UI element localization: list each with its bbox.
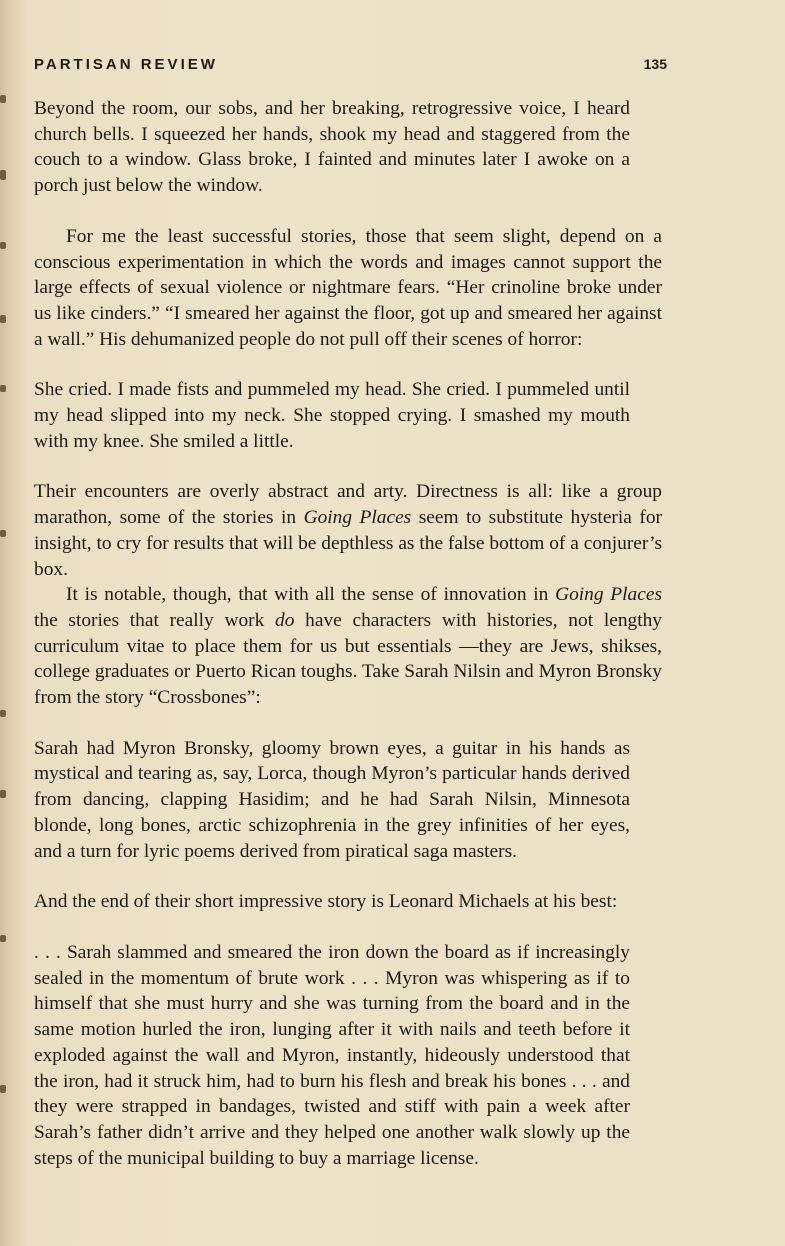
body-paragraph: And the end of their short impressive story is Leonard Michaels at his best:: [34, 891, 618, 913]
margin-mark: [0, 1085, 6, 1093]
body-paragraph: [34, 582, 662, 711]
text-run: the stories that really work: [34, 609, 276, 631]
page-body: [34, 96, 662, 1171]
block-quote: Sarah had Myron Bronsky, gloomy brown eyes, a guitar in his hands as mystical and tearing as, say, Lorca, though Myron’s particular hands derived from dancing, clapping Hasidim; and he had Sarah Nilsin, Minnesota blonde, long bones, arctic schizophrenia in the grey infinities of her eyes, and a turn for lyric poems derived from piratical saga masters.: [34, 737, 630, 862]
margin-mark: [0, 790, 6, 798]
margin-mark: [0, 315, 6, 323]
text-run: have characters with histories, not lengthy curriculum vitae to place them for us but essentials —they are Jews, shikses, college graduates or Puerto Rican toughs. Take Sarah Nilsin and Myron Bronsky from the story “Crossbones”:: [34, 609, 662, 709]
block-quote: Beyond the room, our sobs, and her breaking, retrogressive voice, I heard church bells. I squeezed her hands, shook my head and staggered from the couch to a window. Glass broke, I fainted and minutes later I awoke on a porch just below the window.: [34, 98, 630, 197]
block-quote: She cried. I made fists and pummeled my head. She cried. I pummeled until my head slipped into my neck. She stopped crying. I smashed my mouth with my knee. She smiled a little.: [34, 379, 630, 452]
block-quote: . . . Sarah slammed and smeared the iron down the board as if increasingly sealed in the momentum of brute work . . . Myron was whispering as if to himself that she must hurry and she was turning from the board and in the same motion hurled the iron, lunging after it with nails and teeth before it exploded against the wall and Myron, instantly, hideously understood that the iron, had it struck him, had to burn his flesh and break his bones . . . and they were strapped in bandages, twisted and stiff with pain a week after Sarah’s father didn’t arrive and they helped one another walk slowly up the steps of the municipal building to buy a marriage license.: [34, 941, 630, 1169]
running-head: PARTISAN REVIEW: [34, 56, 218, 73]
emphasis: do: [275, 609, 295, 631]
margin-mark: [0, 242, 6, 249]
margin-mark: [0, 95, 6, 103]
book-title: Going Places: [303, 507, 412, 529]
text-run: It is notable, though, that with all the sense of innovation in: [66, 584, 556, 606]
margin-mark: [0, 710, 6, 717]
page-number: 135: [643, 56, 667, 72]
text-run: seem to substitute hysteria for insight, to cry for results that will be depthless as the false bottom of a conjurer’s box.: [34, 507, 662, 580]
book-title: Going Places: [555, 584, 662, 606]
page-header: [34, 56, 667, 73]
margin-mark: [0, 385, 6, 392]
body-paragraph: For me the least successful stories, those that seem slight, depend on a conscious experimentation in which the words and images cannot support the large effects of sexual violence or nightmare fears. “Her crinoline broke under us like cinders.” “I smeared her against the floor, got up and smeared her against a wall.” His dehumanized people do not pull off their scenes of horror:: [34, 225, 662, 350]
margin-mark: [0, 170, 6, 180]
body-paragraph: [34, 479, 662, 582]
margin-mark: [0, 530, 6, 537]
margin-mark: [0, 935, 6, 942]
text-run: Their encounters are overly abstract and arty. Directness is all: like a group marathon, some of the stories in: [34, 481, 662, 529]
